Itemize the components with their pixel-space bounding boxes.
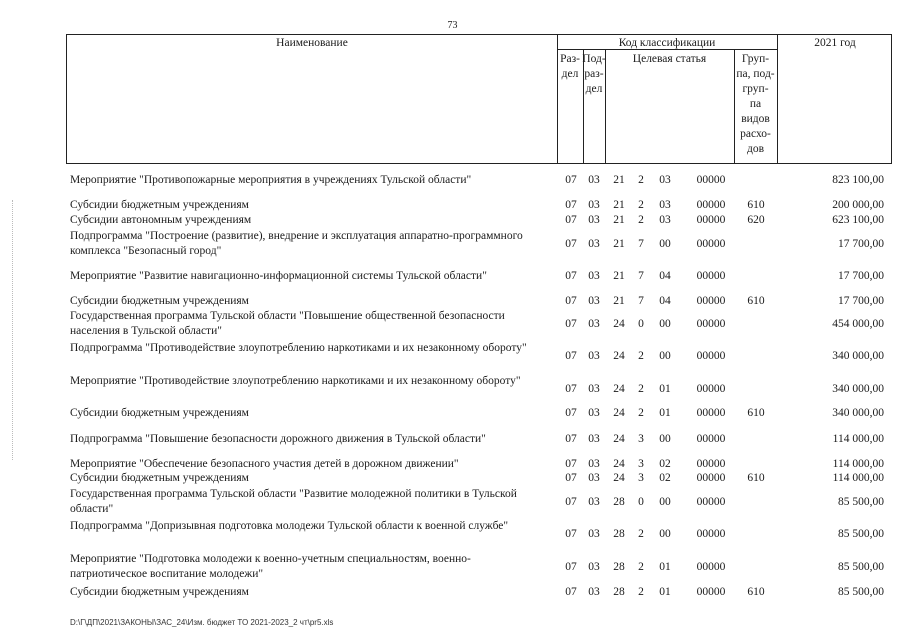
header-code: Код классификации (618, 37, 716, 49)
row-main-event: 02 (659, 458, 671, 470)
row-razdel: 07 (565, 350, 577, 362)
row-razdel: 07 (565, 383, 577, 395)
row-program: 21 (613, 214, 625, 226)
row-main-event: 02 (659, 472, 671, 484)
row-name: Субсидии бюджетным учреждениям (70, 295, 249, 307)
row-direction: 00000 (696, 586, 726, 598)
row-name: Субсидии бюджетным учреждениям (70, 407, 249, 419)
row-name: Подпрограмма "Построение (развитие), внедрение и эксплуатация аппаратно-программного комплекса "Безопасный город" (70, 230, 523, 257)
row-podrazdel: 03 (588, 383, 600, 395)
row-main-event: 00 (659, 528, 671, 540)
row-program: 21 (613, 238, 625, 250)
row-program: 28 (613, 528, 625, 540)
header-target: Целевая статья (632, 53, 707, 65)
row-razdel: 07 (565, 199, 577, 211)
row-podrazdel: 03 (588, 238, 600, 250)
row-podrazdel: 03 (588, 174, 600, 186)
row-expense-type: 610 (747, 586, 765, 598)
row-podrazdel: 03 (588, 214, 600, 226)
row-main-event: 00 (659, 238, 671, 250)
header-podrazdel-line: дел (585, 83, 603, 95)
row-amount: 340 000,00 (832, 407, 884, 419)
row-main-event: 01 (659, 383, 671, 395)
row-direction: 00000 (696, 318, 726, 330)
row-name: Субсидии бюджетным учреждениям (70, 472, 249, 484)
row-name: Государственная программа Тульской области "Повышение общественной безопасности населения в Тульской области" (70, 310, 505, 337)
row-podrazdel: 03 (588, 407, 600, 419)
row-expense-type: 610 (747, 199, 765, 211)
row-direction: 00000 (696, 199, 726, 211)
row-razdel: 07 (565, 472, 577, 484)
row-main-event: 00 (659, 350, 671, 362)
row-program: 21 (613, 270, 625, 282)
header-razdel-line: Раз- (560, 53, 580, 65)
header-group-line: видов (741, 113, 770, 125)
row-direction: 00000 (696, 383, 726, 395)
row-direction: 00000 (696, 214, 726, 226)
row-direction: 00000 (696, 433, 726, 445)
row-amount: 114 000,00 (832, 472, 884, 484)
header-name: Наименование (276, 37, 348, 49)
row-expense-type: 620 (747, 214, 765, 226)
row-amount: 17 700,00 (838, 270, 884, 282)
row-razdel: 07 (565, 318, 577, 330)
row-name: Субсидии автономным учреждениям (70, 214, 252, 226)
row-podrazdel: 03 (588, 472, 600, 484)
row-razdel: 07 (565, 270, 577, 282)
row-name: Мероприятие "Обеспечение безопасного участия детей в дорожном движении" (70, 458, 459, 470)
row-razdel: 07 (565, 433, 577, 445)
row-subprogram: 3 (638, 472, 644, 484)
row-podrazdel: 03 (588, 496, 600, 508)
row-amount: 454 000,00 (832, 318, 884, 330)
row-podrazdel: 03 (588, 528, 600, 540)
row-program: 28 (613, 496, 625, 508)
row-main-event: 03 (659, 174, 671, 186)
row-amount: 85 500,00 (838, 586, 884, 598)
row-subprogram: 2 (638, 561, 644, 573)
row-subprogram: 2 (638, 199, 644, 211)
row-subprogram: 2 (638, 586, 644, 598)
row-name: Государственная программа Тульской области "Развитие молодежной политики в Тульской области" (70, 488, 517, 515)
row-razdel: 07 (565, 174, 577, 186)
row-subprogram: 3 (638, 433, 644, 445)
row-expense-type: 610 (747, 295, 765, 307)
row-subprogram: 0 (638, 496, 644, 508)
row-main-event: 04 (659, 295, 671, 307)
row-main-event: 00 (659, 433, 671, 445)
row-direction: 00000 (696, 350, 726, 362)
header-group-line: па (749, 98, 762, 110)
row-program: 21 (613, 199, 625, 211)
header-podrazdel-line: раз- (584, 68, 604, 80)
row-razdel: 07 (565, 214, 577, 226)
row-razdel: 07 (565, 561, 577, 573)
row-podrazdel: 03 (588, 199, 600, 211)
row-main-event: 00 (659, 496, 671, 508)
row-direction: 00000 (696, 174, 726, 186)
row-direction: 00000 (696, 528, 726, 540)
row-program: 24 (613, 350, 625, 362)
row-direction: 00000 (696, 270, 726, 282)
row-subprogram: 7 (638, 238, 644, 250)
row-amount: 114 000,00 (832, 433, 884, 445)
row-main-event: 04 (659, 270, 671, 282)
row-expense-type: 610 (747, 407, 765, 419)
header-group-line: па, под- (736, 68, 775, 80)
row-razdel: 07 (565, 586, 577, 598)
row-podrazdel: 03 (588, 270, 600, 282)
row-program: 21 (613, 174, 625, 186)
row-program: 21 (613, 295, 625, 307)
row-program: 24 (613, 383, 625, 395)
row-podrazdel: 03 (588, 586, 600, 598)
row-main-event: 00 (659, 318, 671, 330)
header-group-line: груп- (742, 83, 769, 95)
row-direction: 00000 (696, 561, 726, 573)
row-podrazdel: 03 (588, 295, 600, 307)
row-direction: 00000 (696, 295, 726, 307)
row-direction: 00000 (696, 472, 726, 484)
row-direction: 00000 (696, 458, 726, 470)
row-amount: 200 000,00 (832, 199, 884, 211)
row-name: Субсидии бюджетным учреждениям (70, 586, 249, 598)
row-subprogram: 2 (638, 407, 644, 419)
row-name: Мероприятие "Подготовка молодежи к военно-учетным специальностям, военно-патриотическое воспитание молодежи" (70, 553, 471, 580)
row-name: Мероприятие "Противопожарные мероприятия в учреждениях Тульской области" (70, 174, 472, 186)
row-amount: 85 500,00 (838, 528, 884, 540)
row-name: Подпрограмма "Противодействие злоупотреблению наркотиками и их незаконному обороту" (70, 342, 527, 354)
row-podrazdel: 03 (588, 318, 600, 330)
header-podrazdel-line: Под- (582, 53, 606, 65)
row-amount: 17 700,00 (838, 238, 884, 250)
row-subprogram: 2 (638, 528, 644, 540)
row-main-event: 01 (659, 407, 671, 419)
page-number: 73 (447, 20, 458, 31)
row-podrazdel: 03 (588, 458, 600, 470)
row-razdel: 07 (565, 238, 577, 250)
row-program: 24 (613, 433, 625, 445)
header-group-line: расхо- (740, 128, 771, 140)
header-razdel-line: дел (561, 68, 579, 80)
row-razdel: 07 (565, 528, 577, 540)
header-year: 2021 год (814, 37, 856, 49)
row-expense-type: 610 (747, 472, 765, 484)
row-name: Мероприятие "Развитие навигационно-информационной системы Тульской области" (70, 270, 487, 282)
row-amount: 340 000,00 (832, 350, 884, 362)
row-razdel: 07 (565, 295, 577, 307)
row-direction: 00000 (696, 238, 726, 250)
row-podrazdel: 03 (588, 561, 600, 573)
row-amount: 17 700,00 (838, 295, 884, 307)
row-program: 24 (613, 458, 625, 470)
row-name: Подпрограмма "Допризывная подготовка молодежи Тульской области к военной службе" (70, 520, 509, 532)
row-subprogram: 2 (638, 383, 644, 395)
row-main-event: 03 (659, 199, 671, 211)
row-main-event: 03 (659, 214, 671, 226)
row-subprogram: 7 (638, 295, 644, 307)
row-podrazdel: 03 (588, 350, 600, 362)
header-group-line: Груп- (741, 53, 770, 65)
row-amount: 823 100,00 (832, 174, 884, 186)
file-path: D:\Г\ДП\2021\ЗАКОНЫ\ЗАС_24\Изм. бюджет ТО 2021-2023_2 чт\pr5.xls (70, 618, 334, 627)
row-name: Мероприятие "Противодействие злоупотреблению наркотиками и их незаконному обороту" (70, 375, 521, 387)
row-subprogram: 2 (638, 214, 644, 226)
row-direction: 00000 (696, 407, 726, 419)
row-subprogram: 7 (638, 270, 644, 282)
header-group-line: дов (746, 143, 765, 155)
row-program: 24 (613, 318, 625, 330)
row-name: Подпрограмма "Повышение безопасности дорожного движения в Тульской области" (70, 433, 486, 445)
row-main-event: 01 (659, 586, 671, 598)
row-subprogram: 3 (638, 458, 644, 470)
row-amount: 340 000,00 (832, 383, 884, 395)
row-main-event: 01 (659, 561, 671, 573)
row-direction: 00000 (696, 496, 726, 508)
row-program: 24 (613, 472, 625, 484)
row-razdel: 07 (565, 407, 577, 419)
row-razdel: 07 (565, 458, 577, 470)
row-amount: 114 000,00 (832, 458, 884, 470)
row-razdel: 07 (565, 496, 577, 508)
row-podrazdel: 03 (588, 433, 600, 445)
row-amount: 85 500,00 (838, 561, 884, 573)
row-name: Субсидии бюджетным учреждениям (70, 199, 249, 211)
row-subprogram: 0 (638, 318, 644, 330)
row-amount: 85 500,00 (838, 496, 884, 508)
row-program: 24 (613, 407, 625, 419)
row-subprogram: 2 (638, 174, 644, 186)
row-subprogram: 2 (638, 350, 644, 362)
row-amount: 623 100,00 (832, 214, 884, 226)
row-program: 28 (613, 561, 625, 573)
row-program: 28 (613, 586, 625, 598)
